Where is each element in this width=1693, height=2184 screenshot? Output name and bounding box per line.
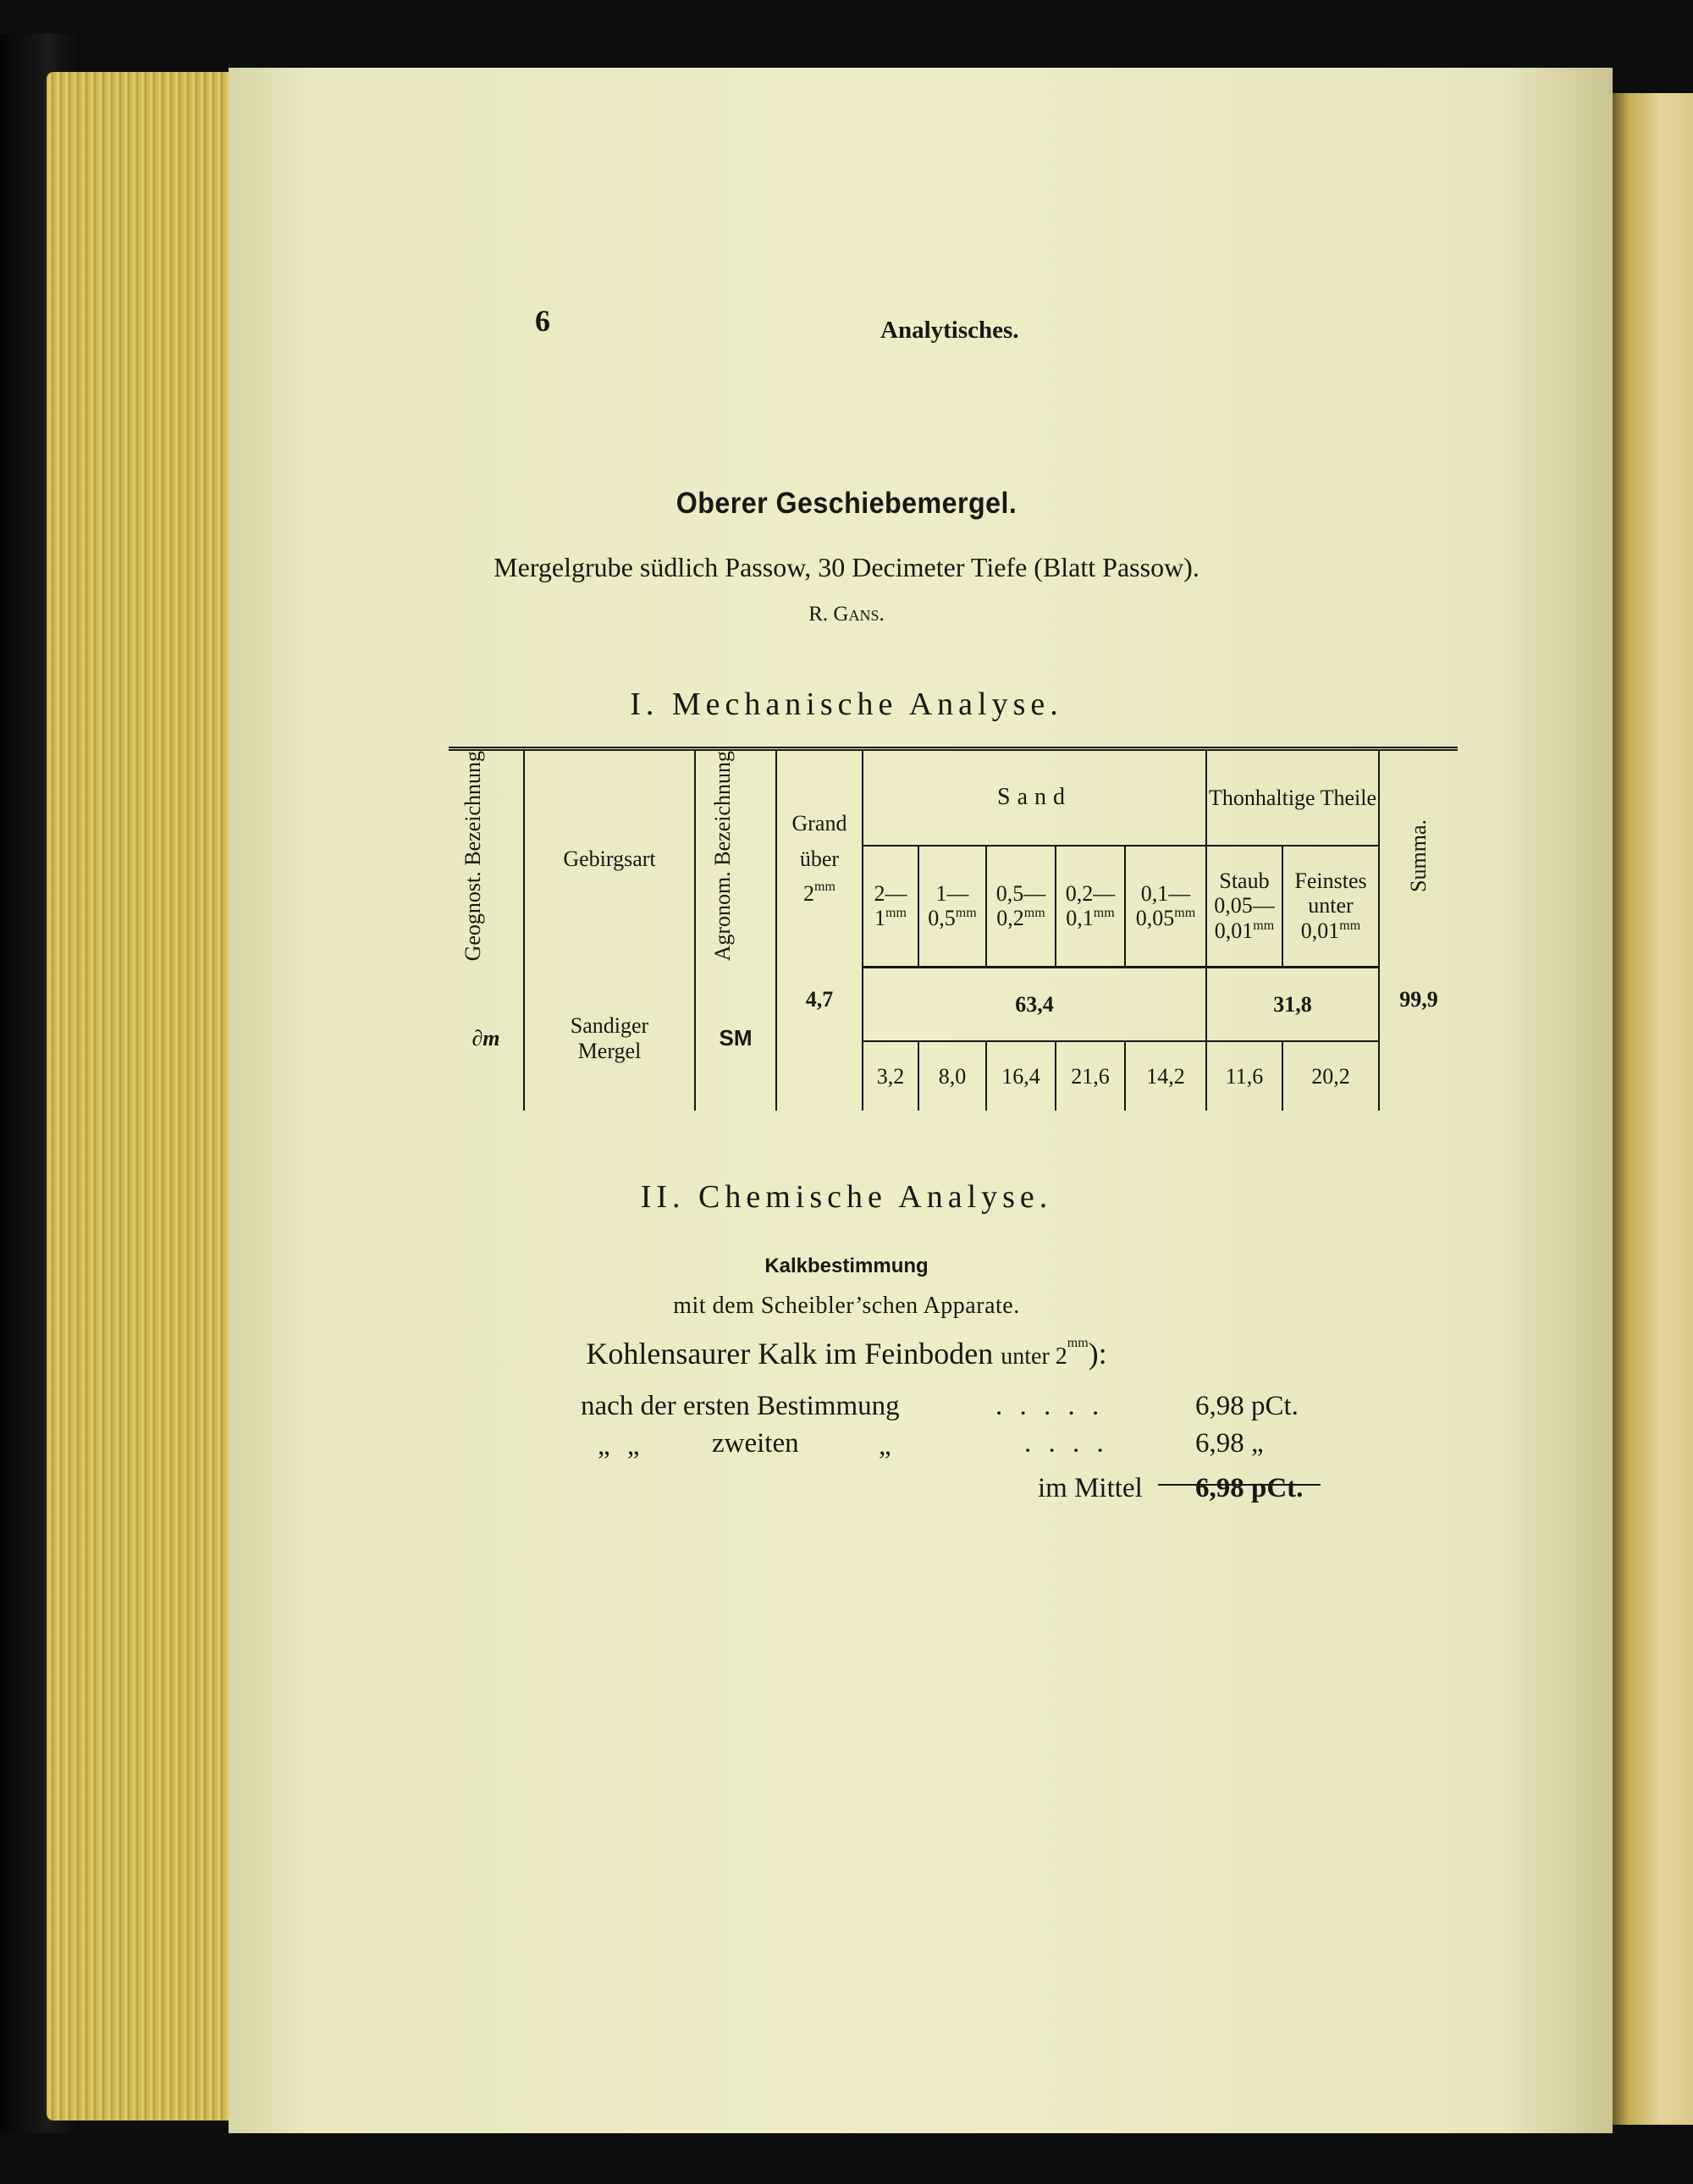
- header-grand-line2: über: [799, 846, 840, 871]
- kalk-mean-label: im Mittel: [1038, 1473, 1143, 1503]
- header-agronom-label: Agronom. Bezeichnung: [710, 751, 735, 962]
- header-sand: Sand: [863, 749, 1206, 847]
- fraction-bottom: [1056, 906, 1124, 931]
- running-head: Analytisches.: [880, 317, 1019, 344]
- staub-bottom: [1207, 918, 1282, 944]
- header-grand-unit: mm: [814, 880, 835, 895]
- staub-top: 0,05—: [1214, 893, 1275, 918]
- header-gebirgsart: Gebirgsart: [524, 749, 695, 968]
- fraction-bottom-value: 0,2: [996, 906, 1024, 931]
- cell-agronom: SM: [695, 967, 776, 1111]
- document-subtitle: Mergelgrube südlich Passow, 30 Decimeter Tiefe (Blatt Passow).: [494, 552, 1199, 582]
- author: R. Gans.: [808, 603, 885, 626]
- fraction-unit: mm: [885, 906, 907, 921]
- feinstes-bottom-value: 0,01: [1300, 918, 1340, 944]
- cell-grand: 4,7: [776, 967, 863, 1111]
- cell-staub: 11,6: [1206, 1041, 1282, 1111]
- fraction-top: 2—: [874, 880, 907, 906]
- cell-thon-total: 31,8: [1206, 967, 1379, 1041]
- fraction-bottom: [919, 906, 985, 931]
- mechanical-analysis-table: [449, 747, 1458, 1111]
- staub-bottom-value: 0,01: [1214, 918, 1254, 944]
- header-sand-fraction: [918, 846, 986, 967]
- kalk-row2-value: 6,98 „: [1195, 1428, 1264, 1459]
- fraction-bottom-value: 1: [874, 906, 886, 931]
- facing-page-edge: [1613, 93, 1693, 2125]
- fraction-unit: mm: [955, 906, 977, 921]
- kalk-row2-ditto: „ „: [598, 1431, 645, 1461]
- header-grand-line3: [777, 876, 862, 912]
- kalk-row1-label: nach der ersten Bestimmung: [581, 1391, 900, 1421]
- cell-geognost: ∂m: [472, 1026, 500, 1051]
- header-staub: [1206, 846, 1282, 967]
- feinstes-top: unter: [1308, 893, 1354, 918]
- kalk-row2-label: zweiten: [712, 1428, 799, 1459]
- document-title: Oberer Geschiebemergel.: [676, 487, 1017, 520]
- header-summa-label: Summa.: [1406, 819, 1431, 893]
- fraction-bottom-value: 0,1: [1066, 906, 1094, 931]
- cell-sand-value: 3,2: [863, 1041, 918, 1111]
- kalk-heading-small: unter 2: [1001, 1343, 1067, 1370]
- header-grand-size: 2: [803, 881, 815, 907]
- kalk-heading-unit: mm: [1067, 1336, 1089, 1350]
- header-sand-fraction: [1056, 846, 1125, 967]
- kalk-row2-ditto2: „: [879, 1431, 891, 1461]
- fraction-top: 0,5—: [995, 880, 1046, 906]
- kalk-mean-value: 6,98 pCt.: [1195, 1473, 1304, 1503]
- header-agronom: [695, 749, 776, 968]
- fraction-unit: mm: [1093, 906, 1115, 921]
- kalk-row1-value: 6,98 pCt.: [1195, 1391, 1299, 1421]
- cell-gebirgsart: [524, 967, 695, 1111]
- header-geognost: [449, 749, 524, 968]
- cell-sand-value: 14,2: [1125, 1041, 1206, 1111]
- header-geognost-label: Geognost. Bezeichnung: [460, 751, 485, 962]
- feinstes-bottom: [1283, 918, 1378, 944]
- cell-feinstes: 20,2: [1282, 1041, 1379, 1111]
- kalk-heading: [0, 1336, 1693, 1371]
- staub-name: Staub: [1219, 868, 1270, 893]
- kalk-heading-end: ):: [1088, 1337, 1107, 1371]
- fraction-bottom-value: 0,5: [928, 906, 956, 931]
- cell-summa: 99,9: [1379, 967, 1458, 1111]
- fraction-bottom: [863, 906, 918, 931]
- header-thon: Thonhaltige Theile: [1206, 749, 1379, 847]
- section-title-chemical: II. Chemische Analyse.: [640, 1179, 1053, 1215]
- kalk-subtitle: mit dem Scheibler’schen Apparate.: [673, 1293, 1020, 1319]
- header-grand-line1: Grand: [791, 811, 847, 836]
- fraction-bottom-value: 0,05: [1135, 906, 1175, 931]
- kalk-title: Kalkbestimmung: [764, 1255, 929, 1277]
- page-number: 6: [535, 304, 550, 338]
- page-edges: [47, 72, 241, 2121]
- header-sand-fraction: [986, 846, 1056, 967]
- cell-gebirgsart-line1: Sandiger: [570, 1013, 649, 1039]
- kalk-row1-dots: . . . . .: [995, 1391, 1105, 1421]
- fraction-top: 0,1—: [1140, 880, 1191, 906]
- header-summa: [1379, 749, 1458, 968]
- fraction-bottom: [987, 906, 1055, 931]
- cell-sand-value: 21,6: [1056, 1041, 1125, 1111]
- header-sand-fraction: [1125, 846, 1206, 967]
- cell-sand-total: 63,4: [863, 967, 1206, 1041]
- header-grand: [776, 749, 863, 968]
- feinstes-unit: mm: [1339, 918, 1361, 934]
- feinstes-name: Feinstes: [1294, 868, 1367, 893]
- fraction-bottom: [1126, 906, 1205, 931]
- kalk-row2-dots: . . . .: [1024, 1428, 1109, 1459]
- cell-sand-value: 16,4: [986, 1041, 1056, 1111]
- header-feinstes: [1282, 846, 1379, 967]
- fraction-top: 0,2—: [1065, 880, 1116, 906]
- cell-sand-value: 8,0: [918, 1041, 986, 1111]
- header-sand-fraction: [863, 846, 918, 967]
- staub-unit: mm: [1253, 918, 1275, 934]
- fraction-top: 1—: [935, 880, 969, 906]
- section-title-mechanical: I. Mechanische Analyse.: [630, 687, 1063, 722]
- fraction-unit: mm: [1174, 906, 1196, 921]
- fraction-unit: mm: [1023, 906, 1045, 921]
- kalk-heading-main: Kohlensaurer Kalk im Feinboden: [586, 1337, 994, 1371]
- cell-gebirgsart-line2: Mergel: [577, 1039, 642, 1064]
